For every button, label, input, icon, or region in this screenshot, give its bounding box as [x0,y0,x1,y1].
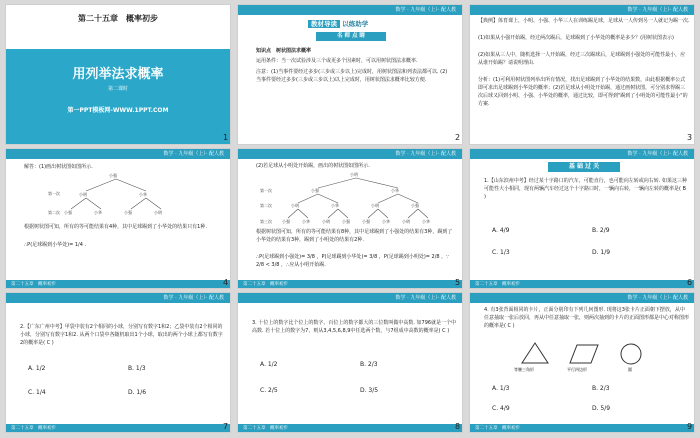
chapter-title: 第二十五章 概率初步 [78,14,158,23]
option-a: A. 4/9 [492,227,510,234]
tree-diagram [258,170,448,226]
slide-3-thumbnail[interactable] [469,4,695,145]
slide-1-top-band [6,5,230,49]
answer-conclusion: 根据树状图可知，所有的等可能结果有8种，其中足球踢到了小强处的结果有3种，踢到了小华处的结果有3种，踢到了小明处的结果有2种. [256,229,453,243]
option-c: C. 1/4 [28,389,46,396]
tree-root: 小明 [350,172,358,177]
notes-text: 注意：(1)当事件要经过多步(三步或三步以上)完成时，用树状图法和列表法都可以. (2)当事件要经过多步(三步或三步以上)以上完成时，用树状图法求概率比较方便. [256,69,448,83]
shape-triangle-card [520,341,550,367]
level-label: 第二次 [260,203,272,208]
header-text: 数学 · 九年级（上）· 配人教 [163,295,224,301]
slide-header [470,293,694,303]
header-text: 数学 · 九年级（上）· 配人教 [395,295,456,301]
slide-header [6,149,230,159]
footer-text: 第二十五章 概率初步 [11,426,56,431]
shape-label: 圆 [628,367,632,372]
header-text: 数学 · 九年级（上）· 配人教 [627,7,688,13]
header-text: 数学 · 九年级（上）· 配人教 [627,295,688,301]
option-d: D. 1/6 [128,389,147,396]
slide-6-thumbnail[interactable] [469,148,695,289]
tree-node: 小华 [391,188,399,193]
lesson-title: 用列举法求概率 [72,67,164,82]
section-banner: 名 师 点 睛 [316,32,386,41]
slide-footer [470,280,694,288]
banner-title [308,19,368,28]
footer-text: 第二十五章 概率初步 [11,282,56,287]
slide-footer [6,280,230,288]
tree-node: 小明 [79,192,87,197]
slide-number: 6 [687,278,693,287]
tree-node: 小明 [322,219,330,224]
slide-8-thumbnail[interactable] [237,292,463,433]
footer-text: 第二十五章 概率初步 [243,282,288,287]
slide-2-thumbnail[interactable] [237,4,463,145]
header-text: 数学 · 九年级（上）· 配人教 [627,151,688,157]
slide-number: 8 [455,422,461,431]
tree-node: 小华 [382,219,390,224]
option-b: B. 2/3 [592,385,610,392]
header-text: 数学 · 九年级（上）· 配人教 [395,7,456,13]
knowledge-point: 知识点 树状图法求概率 [256,48,312,54]
option-d: D. 1/9 [592,249,611,256]
banner-b: 以练助学 [342,20,369,28]
question-1: (1)如果从小强开始踢，经过两次踢后，足球踢到了小华处的概率是多少？(用树状图表示) [478,35,674,41]
usage-condition: 运用条件：当一次试验涉及三个或更多个因素时，可以用树状图法求概率. [256,58,418,64]
slide-7-thumbnail[interactable] [5,292,231,433]
tree-node: 小强 [411,203,419,208]
question-2: (2)如果从三人中，随机选择一人开始踢，经过三次踢球后，足球踢到小强处的可能性最小，应从谁开始踢？请说明理由. [478,52,686,66]
question-text: 2.【广东广州中考】甲袋中装有2个相同的小球，分别写有数字1和2；乙袋中装有2个相同的小球，分别写有数字1和2. 从两个口袋中各随机取出1个小球，取出的两个小球上都写有数字2的概率是( C ) [20,324,223,346]
slide-footer [470,424,694,432]
website-label: 第一PPT模板网-WWW.1PPT.COM [67,107,169,114]
tree-node: 小明 [402,219,410,224]
slide-number: 1 [223,133,229,142]
tree-node: 小华 [331,203,339,208]
slide-number: 9 [687,422,693,431]
option-c: C. 1/3 [492,249,510,256]
tree-node: 小明 [291,203,299,208]
answer-conclusion: 根据树状图可知，所有的等可能结果有4种，其中足球踢到了小华处的结果只有1种. [24,224,207,230]
tree-node: 小强 [362,219,370,224]
option-a: A. 1/3 [492,385,510,392]
footer-text: 第二十五章 概率初步 [475,426,520,431]
slide-9-thumbnail[interactable] [469,292,695,433]
level-label: 第三次 [260,219,272,224]
tree-node: 小强 [124,210,132,215]
option-b: B. 2/3 [360,361,378,368]
tree-root: 小强 [109,173,117,178]
header-text: 数学 · 九年级（上）· 配人教 [163,151,224,157]
footer-text: 第二十五章 概率初步 [243,426,288,431]
tree-node: 小明 [154,210,162,215]
question-text: 3. 十位上的数字比个位上的数字、百位上的数字都大的三位数叫做中高数. 如796就是一个中高数. 若十位上的数字为7，则从3,4,5,6,8,9中任选两个数，与7组成中高数的概率是( C ) [252,320,457,334]
slide-footer [6,424,230,432]
slide-header [238,5,462,15]
tree-node: 小强 [64,210,72,215]
shape-circle-card [618,341,644,367]
option-a: A. 1/2 [260,361,278,368]
shape-parallelogram-card [568,343,600,365]
tree-diagram [46,171,186,217]
slide-footer [238,424,462,432]
slide-header [238,293,462,303]
option-a: A. 1/2 [28,365,46,372]
slide-number: 4 [223,278,229,287]
banner-a: 教材导读 [308,20,340,28]
answer-lead: 解答：(1)画出树状图如图所示. [24,164,93,170]
answer-probability: ∴P(足球踢到小华处)= 1/4 . [24,242,87,248]
slide-header [6,293,230,303]
question-text: 1.【山东滨州中考】经过某十字路口的汽车，可能直行，也可能向左转或向右转. 如果这三种可能性大小相同，现有两辆汽车经过这个十字路口时，一辆向右转，一辆向左转的概率是( B ) [484,178,687,200]
slide-5-thumbnail[interactable] [237,148,463,289]
tree-node: 小强 [342,219,350,224]
lesson-subtitle: 第二课时 [107,86,128,92]
option-c: C. 2/5 [260,387,278,394]
answer-probability: ∴P(足球踢到小强处)= 3/8 ，P(足球踢到小华处)= 3/8 ，P(足球踢到小明处)= 2/8 ，∵ 2/8 < 3/8 ，∴应从小明开始踢. [256,254,450,268]
tree-node: 小华 [422,219,430,224]
shape-label: 平行四边形 [567,367,587,372]
slide-number: 2 [455,133,461,142]
level-label: 第一次 [260,188,272,193]
option-c: C. 4/9 [492,405,510,412]
shape-label: 等腰三角形 [514,367,534,372]
tree-node: 小强 [282,219,290,224]
slide-header [470,5,694,15]
option-d: D. 5/9 [592,405,611,412]
option-b: B. 1/3 [128,365,146,372]
slide-number: 7 [223,422,229,431]
section-banner: 基 础 过 关 [548,162,620,172]
slide-4-thumbnail[interactable] [5,148,231,289]
option-d: D. 3/5 [360,387,379,394]
level-label: 第一次 [48,191,60,196]
header-text: 数学 · 九年级（上）· 配人教 [395,151,456,157]
slide-footer [238,280,462,288]
slide-number: 5 [455,278,461,287]
tree-node: 小华 [139,192,147,197]
slide-number: 3 [687,133,693,142]
analysis-text: 分析：(1)可利用树状图列举出所有情况，找出足球踢到了小华处的结果数，由此根据概率公式即可求出足球踢到小华处的概率；(2)若足球从小明处开始踢，通过画树状图，可分别求得踢三次后球又回到小明、小强、小华处的概率，通过比较，即可得到"踢到了小明处的可能性最小"的方案. [478,77,688,107]
answer-lead: (2)若足球从小明处开始踢，画出的树状图如图所示. [256,163,370,169]
tree-node: 小华 [94,210,102,215]
question-text: 4. 有3张背面相同的卡片，正面分别印有下列几何图形. 现将这3张卡片正面朝下摆放，从中任意抽取一张后放回，再从中任意抽取一张，则两次抽到的卡片的正面图形都是中心对称图形的概率是( C ) [484,307,690,329]
tree-node: 小明 [371,203,379,208]
option-b: B. 2/9 [592,227,610,234]
slide-header [470,149,694,159]
level-label: 第二次 [48,210,60,215]
tree-node: 小强 [311,188,319,193]
slide-header [238,149,462,159]
slide-1-thumbnail[interactable] [5,4,231,145]
example-text: 【典例】体育课上，小明、小强、小华三人在训练踢足球，足球从一人传到另一人就记为踢一次. [478,18,690,24]
footer-text: 第二十五章 概率初步 [475,282,520,287]
tree-node: 小华 [302,219,310,224]
